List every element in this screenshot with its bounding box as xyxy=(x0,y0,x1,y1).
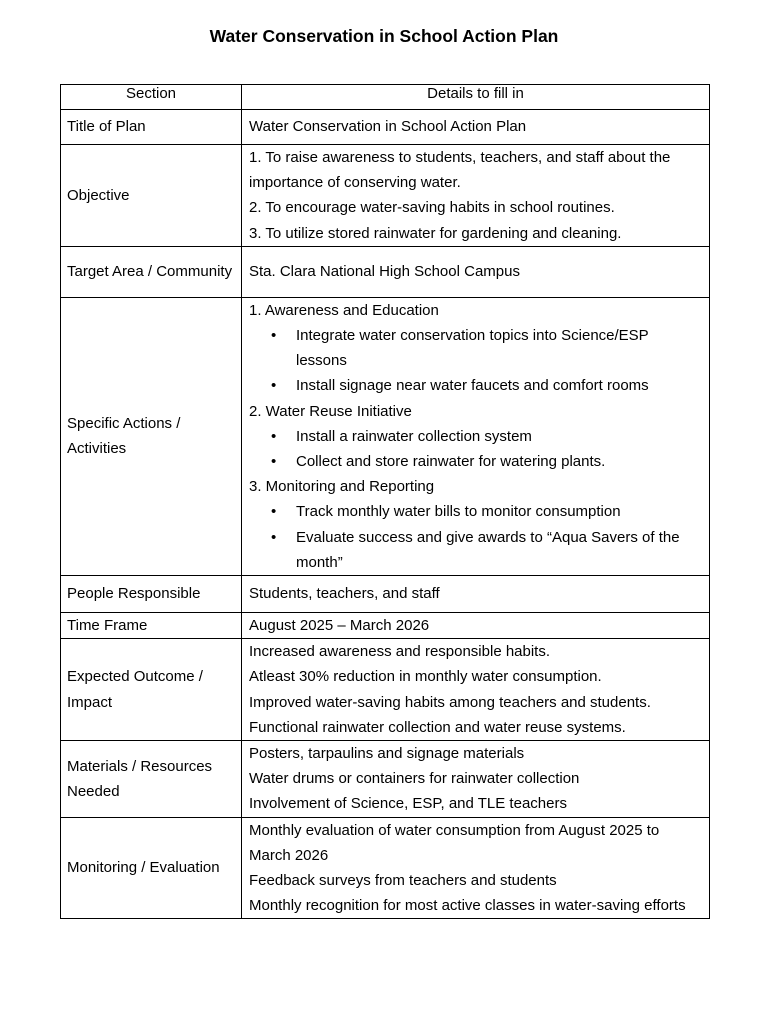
row-value xyxy=(242,145,710,247)
row-specific-actions xyxy=(61,297,710,575)
row-value: August 2025 – March 2026 xyxy=(242,613,710,639)
row-title-of-plan xyxy=(61,110,710,145)
row-label: Title of Plan xyxy=(61,110,242,145)
row-materials xyxy=(61,741,710,818)
row-target-area xyxy=(61,246,710,297)
monitoring-item: Monthly evaluation of water consumption from August 2025 to March 2026 xyxy=(249,821,660,864)
row-time-frame xyxy=(61,613,710,639)
list-item: • Evaluate success and give awards to “Aqua Savers of the month” xyxy=(249,525,703,575)
row-label: Target Area / Community xyxy=(61,246,242,297)
bullet-list xyxy=(249,323,703,399)
header-details: Details to fill in xyxy=(242,85,710,110)
bullet-list xyxy=(249,499,703,575)
row-value xyxy=(242,817,710,919)
material-item: Posters, tarpaulins and signage materials xyxy=(249,745,525,763)
objective-item: 1. To raise awareness to students, teachers, and staff about the importance of conserving water. xyxy=(249,149,671,192)
row-value: Water Conservation in School Action Plan xyxy=(242,110,710,145)
material-item: Involvement of Science, ESP, and TLE teachers xyxy=(249,795,567,813)
row-label: Expected Outcome / Impact xyxy=(61,639,242,741)
row-label: People Responsible xyxy=(61,576,242,613)
row-label: Time Frame xyxy=(61,613,242,639)
row-monitoring xyxy=(61,817,710,919)
outcome-item: Increased awareness and responsible habits. xyxy=(249,643,551,661)
row-value xyxy=(242,639,710,741)
row-value: Students, teachers, and staff xyxy=(242,576,710,613)
document-title: Water Conservation in School Action Plan xyxy=(209,26,559,46)
outcome-item: Improved water-saving habits among teachers and students. xyxy=(249,693,651,711)
list-item: • Install a rainwater collection system xyxy=(249,424,703,449)
action-plan-table xyxy=(60,84,710,919)
action-group-heading: 3. Monitoring and Reporting xyxy=(249,478,435,496)
list-item: • Collect and store rainwater for watering plants. xyxy=(249,449,703,474)
monitoring-item: Monthly recognition for most active classes in water-saving efforts xyxy=(249,897,686,915)
header-section: Section xyxy=(61,85,242,110)
material-item: Water drums or containers for rainwater collection xyxy=(249,770,580,788)
objective-item: 2. To encourage water-saving habits in school routines. xyxy=(249,199,615,217)
row-people-responsible xyxy=(61,576,710,613)
action-group-heading: 2. Water Reuse Initiative xyxy=(249,402,412,420)
outcome-item: Functional rainwater collection and water reuse systems. xyxy=(249,718,626,736)
row-objective xyxy=(61,145,710,247)
objective-item: 3. To utilize stored rainwater for gardening and cleaning. xyxy=(249,224,622,242)
row-label: Materials / Resources Needed xyxy=(61,741,242,818)
list-item: • Integrate water conservation topics into Science/ESP lessons xyxy=(249,323,703,373)
row-expected-outcome xyxy=(61,639,710,741)
action-group-heading: 1. Awareness and Education xyxy=(249,301,439,319)
row-label: Objective xyxy=(61,145,242,247)
outcome-item: Atleast 30% reduction in monthly water consumption. xyxy=(249,668,602,686)
bullet-list xyxy=(249,424,703,474)
row-value: Sta. Clara National High School Campus xyxy=(242,246,710,297)
list-item: • Track monthly water bills to monitor consumption xyxy=(249,499,703,524)
row-value xyxy=(242,297,710,575)
row-value xyxy=(242,741,710,818)
table-header-row xyxy=(61,85,710,110)
row-label: Monitoring / Evaluation xyxy=(61,817,242,919)
list-item: • Install signage near water faucets and comfort rooms xyxy=(249,373,703,398)
row-label: Specific Actions / Activities xyxy=(61,297,242,575)
monitoring-item: Feedback surveys from teachers and students xyxy=(249,872,557,890)
